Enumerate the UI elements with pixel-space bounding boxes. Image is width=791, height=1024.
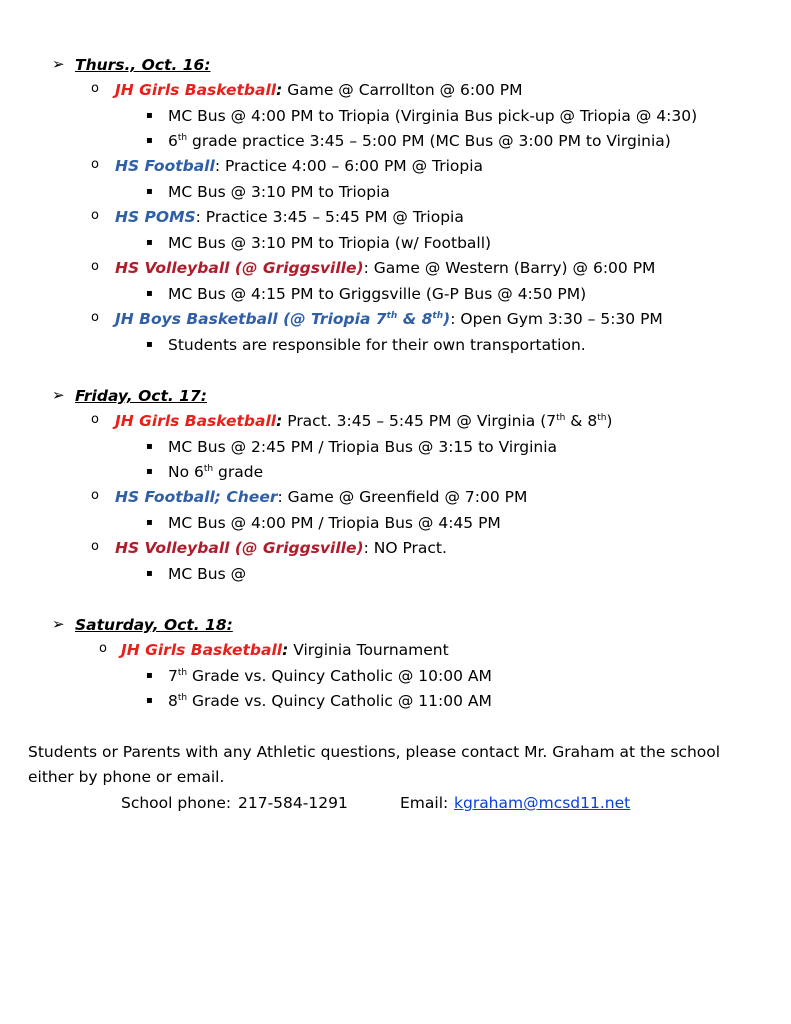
team-name: HS Volleyball (@ Griggsville): [115, 259, 364, 277]
event-thu-hs-volleyball: [115, 258, 655, 278]
detail-thu-hs-football-bus: MC Bus @ 3:10 PM to Triopia: [168, 183, 390, 201]
team-name: JH Boys Basketball (@ Triopia 7th & 8th): [115, 310, 451, 328]
detail-thu-jh-boys-note: Students are responsible for their own transportation.: [168, 336, 586, 354]
email-label: Email:: [400, 794, 449, 812]
square-bullet-icon: ▪: [146, 441, 153, 452]
square-bullet-icon: ▪: [146, 466, 153, 477]
event-detail: Virginia Tournament: [288, 641, 449, 659]
detail-sat-7th-grade-game: 7th Grade vs. Quincy Catholic @ 10:00 AM: [168, 667, 492, 685]
email-row: [454, 793, 630, 813]
event-detail: Pract. 3:45 – 5:45 PM @ Virginia (7th & 8th): [282, 412, 613, 430]
detail-thu-hs-poms-bus: MC Bus @ 3:10 PM to Triopia (w/ Football): [168, 234, 492, 252]
team-name: HS Volleyball (@ Griggsville): [115, 539, 364, 557]
detail-fri-no-6th-grade: No 6th grade: [168, 463, 264, 481]
detail-fri-hs-volleyball-bus: MC Bus @: [168, 565, 247, 583]
event-thu-hs-football: [115, 156, 483, 176]
square-bullet-icon: ▪: [146, 695, 153, 706]
arrow-bullet-icon: ➢: [52, 386, 65, 404]
detail-sat-8th-grade-game: 8th Grade vs. Quincy Catholic @ 11:00 AM: [168, 692, 492, 710]
event-sat-jh-girls-basketball: JH Girls Basketball: Virginia Tournament: [121, 641, 449, 659]
detail-thu-hs-volleyball-bus: MC Bus @ 4:15 PM to Griggsville (G-P Bus @ 4:50 PM): [168, 285, 587, 303]
square-bullet-icon: ▪: [146, 186, 153, 197]
square-bullet-icon: ▪: [146, 670, 153, 681]
team-name: JH Girls Basketball: [115, 412, 277, 430]
event-detail: : Open Gym 3:30 – 5:30 PM: [450, 310, 663, 328]
event-detail: Game @ Carrollton @ 6:00 PM: [282, 81, 523, 99]
team-name: HS Football: [115, 157, 215, 175]
event-detail: : Game @ Western (Barry) @ 6:00 PM: [363, 259, 656, 277]
detail-thu-6th-grade-practice: 6th grade practice 3:45 – 5:00 PM (MC Bus @ 3:00 PM to Virginia): [168, 132, 671, 150]
square-bullet-icon: ▪: [146, 339, 153, 350]
square-bullet-icon: ▪: [146, 568, 153, 579]
detail-fri-hs-football-bus: MC Bus @ 4:00 PM / Triopia Bus @ 4:45 PM: [168, 514, 501, 532]
circle-bullet-icon: o: [91, 259, 99, 274]
event-thu-jh-boys-basketball: [115, 309, 663, 329]
team-name: HS Football; Cheer: [115, 488, 278, 506]
day-heading-friday: Friday, Oct. 17:: [75, 387, 207, 405]
circle-bullet-icon: o: [91, 310, 99, 325]
school-phone: 217-584-1291: [238, 794, 348, 812]
team-name: JH Girls Basketball: [121, 641, 283, 659]
contact-line-1: Students or Parents with any Athletic questions, please contact Mr. Graham at the school: [28, 743, 721, 761]
arrow-bullet-icon: ➢: [52, 55, 65, 73]
circle-bullet-icon: o: [91, 157, 99, 172]
team-name: JH Girls Basketball: [115, 81, 277, 99]
day-heading-saturday: Saturday, Oct. 18:: [75, 616, 233, 634]
detail-thu-jh-girls-bus: MC Bus @ 4:00 PM to Triopia (Virginia Bus pick-up @ Triopia @ 4:30): [168, 107, 698, 125]
circle-bullet-icon: o: [99, 641, 107, 656]
arrow-bullet-icon: ➢: [52, 615, 65, 633]
square-bullet-icon: ▪: [146, 288, 153, 299]
day-heading-thursday: Thurs., Oct. 16:: [75, 56, 211, 74]
phone-label: School phone:: [121, 794, 232, 812]
event-detail: : Practice 4:00 – 6:00 PM @ Triopia: [214, 157, 484, 175]
event-detail: : Practice 3:45 – 5:45 PM @ Triopia: [195, 208, 464, 226]
event-detail: : NO Pract.: [363, 539, 447, 557]
circle-bullet-icon: o: [91, 488, 99, 503]
event-thu-hs-poms: [115, 207, 464, 227]
detail-fri-jh-girls-bus: MC Bus @ 2:45 PM / Triopia Bus @ 3:15 to Virginia: [168, 438, 558, 456]
circle-bullet-icon: o: [91, 81, 99, 96]
square-bullet-icon: ▪: [146, 517, 153, 528]
square-bullet-icon: ▪: [146, 237, 153, 248]
contact-line-2: either by phone or email.: [28, 768, 225, 786]
event-fri-hs-volleyball: [115, 538, 447, 558]
circle-bullet-icon: o: [91, 412, 99, 427]
event-fri-hs-football-cheer: [115, 487, 527, 507]
circle-bullet-icon: o: [91, 539, 99, 554]
square-bullet-icon: ▪: [146, 110, 153, 121]
event-detail: : Game @ Greenfield @ 7:00 PM: [277, 488, 528, 506]
team-name: HS POMS: [115, 208, 196, 226]
event-thu-jh-girls-basketball: JH Girls Basketball: Game @ Carrollton @ 6:00 PM: [115, 81, 523, 99]
event-fri-jh-girls-basketball: JH Girls Basketball: Pract. 3:45 – 5:45 PM @ Virginia (7th & 8th): [115, 412, 613, 430]
circle-bullet-icon: o: [91, 208, 99, 223]
square-bullet-icon: ▪: [146, 135, 153, 146]
email-link[interactable]: kgraham@mcsd11.net: [454, 794, 631, 812]
